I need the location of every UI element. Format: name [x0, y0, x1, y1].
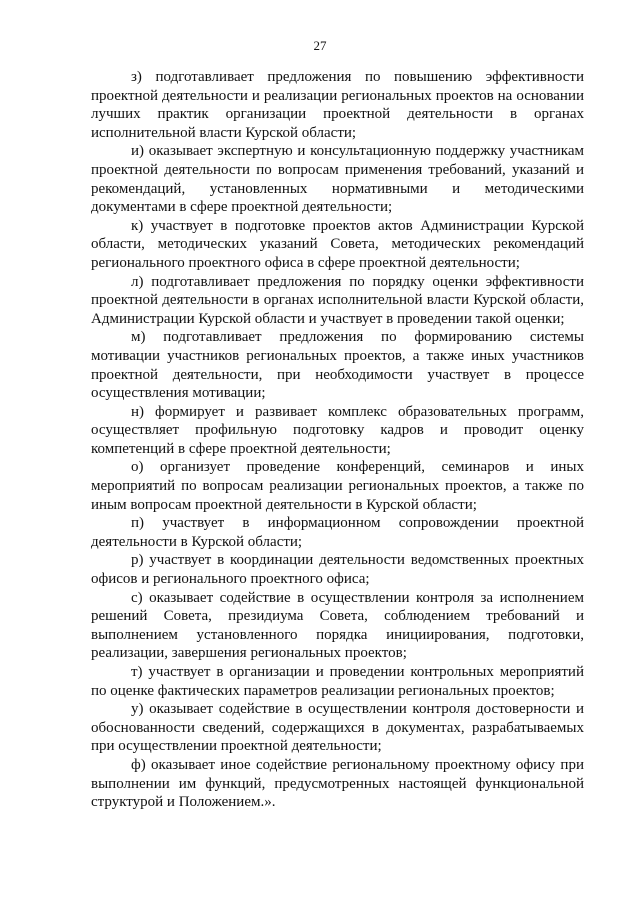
paragraph-z: з) подготавливает предложения по повышению эффективности проектной деятельности и реализации региональных проектов на основании лучших практик организации проектной деятельности в органах исполнительной власти Курской области;	[91, 69, 584, 141]
paragraph-r: р) участвует в координации деятельности ведомственных проектных офисов и регионального проектного офиса;	[91, 552, 584, 588]
paragraph-p: п) участвует в информационном сопровождении проектной деятельности в Курской области;	[91, 515, 584, 550]
document-body	[91, 68, 584, 812]
paragraph-t: т) участвует в организации и проведении контрольных мероприятий по оценке фактических параметров реализации региональных проектов;	[91, 664, 584, 699]
page-number: 27	[313, 38, 327, 53]
paragraph-l: л) подготавливает предложения по порядку оценки эффективности проектной деятельности в органах исполнительной власти Курской области, Администрации Курской области и участвует в проведении такой оценки;	[91, 273, 584, 327]
paragraph-s: с) оказывает содействие в осуществлении контроля за исполнением решений Совета, президиума Совета, соблюдением требований и выполнением установленного порядка инициирования, подготовки, реализации, завершения региональных проектов;	[91, 589, 584, 662]
paragraph-o: о) организует проведение конференций, семинаров и иных мероприятий по вопросам реализации региональных проектов, а также по иным вопросам проектной деятельности в Курской области;	[91, 459, 584, 513]
paragraph-u: у) оказывает содействие в осуществлении контроля достоверности и обоснованности сведений, содержащихся в документах, разрабатываемых при осуществлении проектной деятельности;	[91, 701, 584, 755]
paragraph-i: и) оказывает экспертную и консультационную поддержку участникам проектной деятельности по вопросам применения требований, указаний и рекомендаций, установленных нормативными и методическими документами в сфере проектной деятельности;	[91, 143, 584, 216]
paragraph-m: м) подготавливает предложения по формированию системы мотивации участников региональных проектов, а также иных участников проектной деятельности, при необходимости участвует в процессе осуществления мотивации;	[91, 329, 584, 402]
paragraph-n: н) формирует и развивает комплекс образовательных программ, осуществляет профильную подготовку кадров и проводит оценку компетенций в сфере проектной деятельности;	[91, 403, 584, 457]
paragraph-k: к) участвует в подготовке проектов актов Администрации Курской области, методических указаний Совета, методических рекомендаций регионального проектного офиса в сфере проектной деятельности;	[91, 217, 584, 271]
paragraph-f: ф) оказывает иное содействие региональному проектному офису при выполнении им функций, предусмотренных настоящей функциональной структурой и Положением.».	[91, 756, 584, 811]
